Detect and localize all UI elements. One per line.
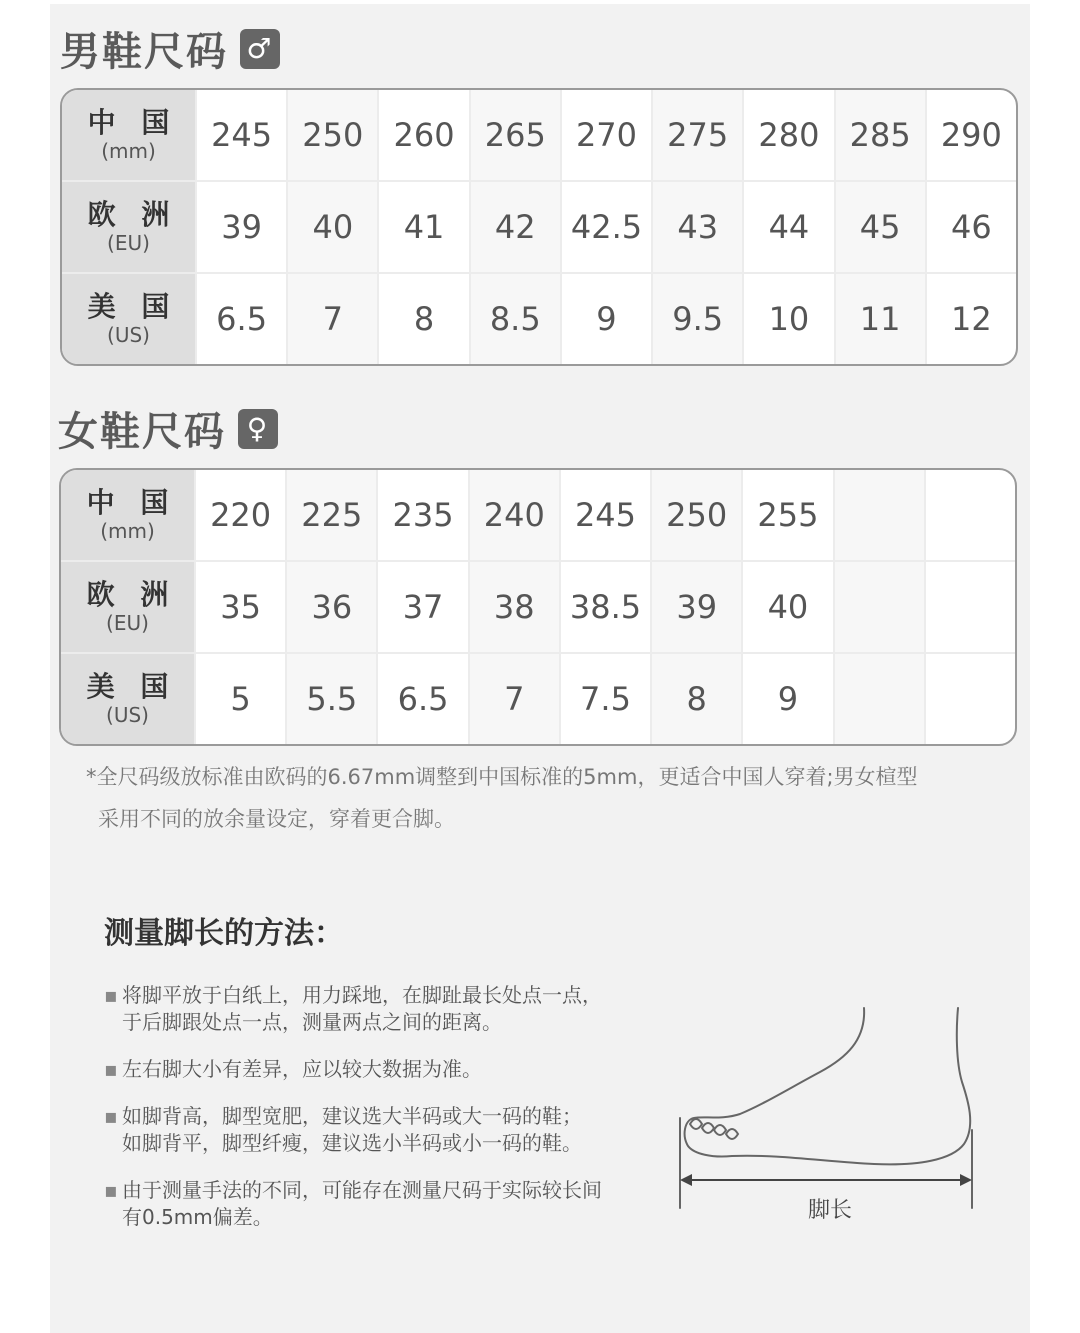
size-cell: 270: [562, 90, 653, 180]
female-symbol-icon: ♀: [238, 409, 278, 449]
size-cell: 38.5: [561, 562, 652, 652]
row-header-region: 中 国: [86, 486, 177, 519]
size-cell: [926, 562, 1015, 652]
size-cell: 255: [743, 470, 834, 560]
row-header: [62, 182, 197, 272]
men-size-row: [62, 182, 1016, 274]
howto-title: 测量脚长的方法：: [104, 916, 344, 951]
size-cell: 43: [653, 182, 744, 272]
row-header-unit: (mm): [100, 519, 155, 543]
tip-line: 如脚背高，脚型宽肥，建议选大半码或大一码的鞋；: [122, 1104, 582, 1128]
size-cell: 250: [652, 470, 743, 560]
row-header-region: 欧 洲: [86, 578, 177, 611]
women-title-text: 女鞋尺码: [58, 409, 226, 455]
men-title-text: 男鞋尺码: [60, 29, 228, 75]
tip-item: [104, 1103, 664, 1157]
women-size-row: [61, 562, 1015, 654]
size-cell: 9: [743, 654, 834, 744]
size-cell: [835, 562, 926, 652]
bullet-icon: ▪: [104, 1104, 118, 1128]
tip-item: [104, 1177, 664, 1231]
women-size-row: [61, 470, 1015, 562]
size-cell: 39: [652, 562, 743, 652]
row-header: [61, 654, 196, 744]
size-cell: 8: [652, 654, 743, 744]
size-cell: 44: [744, 182, 835, 272]
tip-line: 有0.5mm偏差。: [122, 1205, 273, 1229]
tip-item: [104, 982, 664, 1036]
size-cell: 41: [379, 182, 470, 272]
size-cell: [835, 470, 926, 560]
men-size-row: [62, 274, 1016, 364]
size-cell: 42.5: [562, 182, 653, 272]
row-header-region: 欧 洲: [87, 198, 178, 231]
bullet-icon: ▪: [104, 1178, 118, 1202]
row-header-region: 美 国: [86, 670, 177, 703]
tip-line: 于后脚跟处点一点，测量两点之间的距离。: [122, 1010, 502, 1034]
size-cell: 10: [744, 274, 835, 364]
row-header-unit: (US): [106, 703, 149, 727]
tip-text: [122, 1177, 602, 1231]
women-size-table: [59, 468, 1017, 746]
row-header-unit: (US): [107, 323, 150, 347]
size-cell: 260: [379, 90, 470, 180]
size-cell: 225: [287, 470, 378, 560]
size-cell: 11: [836, 274, 927, 364]
size-cell: 38: [470, 562, 561, 652]
size-cell: 39: [197, 182, 288, 272]
size-cell: 7: [470, 654, 561, 744]
women-size-title: [58, 400, 278, 457]
size-cell: 265: [471, 90, 562, 180]
size-cell: 9.5: [653, 274, 744, 364]
size-cell: 46: [951, 208, 992, 246]
sizing-note: [86, 756, 1006, 840]
size-cell: 235: [378, 470, 469, 560]
men-size-table: [60, 88, 1018, 366]
row-header: [62, 90, 197, 180]
row-header-region: 中 国: [87, 106, 178, 139]
row-header: [61, 470, 196, 560]
size-cell: 45: [836, 182, 927, 272]
size-cell: 12: [951, 300, 992, 338]
size-cell: 8: [379, 274, 470, 364]
size-cell: 6.5: [197, 274, 288, 364]
size-cell: 250: [288, 90, 379, 180]
size-cell: 35: [196, 562, 287, 652]
bullet-icon: ▪: [104, 983, 118, 1007]
tip-line: 将脚平放于白纸上，用力踩地，在脚趾最长处点一点，: [122, 983, 602, 1007]
male-symbol-icon: ♂: [240, 29, 280, 69]
women-size-row: [61, 654, 1015, 744]
size-cell: 245: [561, 470, 652, 560]
tip-item: [104, 1056, 664, 1083]
row-header: [61, 562, 196, 652]
row-header-unit: (EU): [106, 611, 149, 635]
size-cell: 220: [196, 470, 287, 560]
size-cell: 36: [287, 562, 378, 652]
row-header-region: 美 国: [87, 290, 178, 323]
size-cell: 7: [288, 274, 379, 364]
size-cell: 245: [197, 90, 288, 180]
men-size-row: [62, 90, 1016, 182]
size-cell: 40: [288, 182, 379, 272]
size-cell: 285: [836, 90, 927, 180]
tip-text: [122, 1056, 482, 1083]
note-line-1: *全尺码级放标准由欧码的6.67mm调整到中国标准的5mm，更适合中国人穿着;男女楦型: [86, 765, 918, 789]
size-cell: 37: [378, 562, 469, 652]
size-cell: 240: [470, 470, 561, 560]
size-cell: 6.5: [378, 654, 469, 744]
size-cell: 275: [653, 90, 744, 180]
bullet-icon: ▪: [104, 1057, 118, 1081]
size-cell: [835, 654, 926, 744]
size-cell: 280: [744, 90, 835, 180]
size-cell: 5.5: [287, 654, 378, 744]
size-cell: 40: [743, 562, 834, 652]
tip-text: [122, 1103, 582, 1157]
size-cell: 9: [562, 274, 653, 364]
row-header-unit: (EU): [107, 231, 150, 255]
foot-length-label: 脚长: [808, 1198, 853, 1223]
tips-list: [104, 982, 664, 1251]
size-cell: 7.5: [561, 654, 652, 744]
tip-text: [122, 982, 602, 1036]
size-cell: [926, 654, 1015, 744]
size-cell: 8.5: [471, 274, 562, 364]
size-cell: 5: [196, 654, 287, 744]
row-header: [62, 274, 197, 364]
size-cell: [926, 470, 1015, 560]
size-cell: 290: [940, 116, 1002, 154]
note-line-2: 采用不同的放余量设定，穿着更合脚。: [98, 807, 455, 831]
tip-line: 左右脚大小有差异，应以较大数据为准。: [122, 1057, 482, 1081]
men-size-title: [60, 20, 280, 77]
tip-line: 由于测量手法的不同，可能存在测量尺码于实际较长间: [122, 1178, 602, 1202]
row-header-unit: (mm): [101, 139, 156, 163]
tip-line: 如脚背平，脚型纤瘦，建议选小半码或小一码的鞋。: [122, 1131, 582, 1155]
size-cell: 42: [471, 182, 562, 272]
